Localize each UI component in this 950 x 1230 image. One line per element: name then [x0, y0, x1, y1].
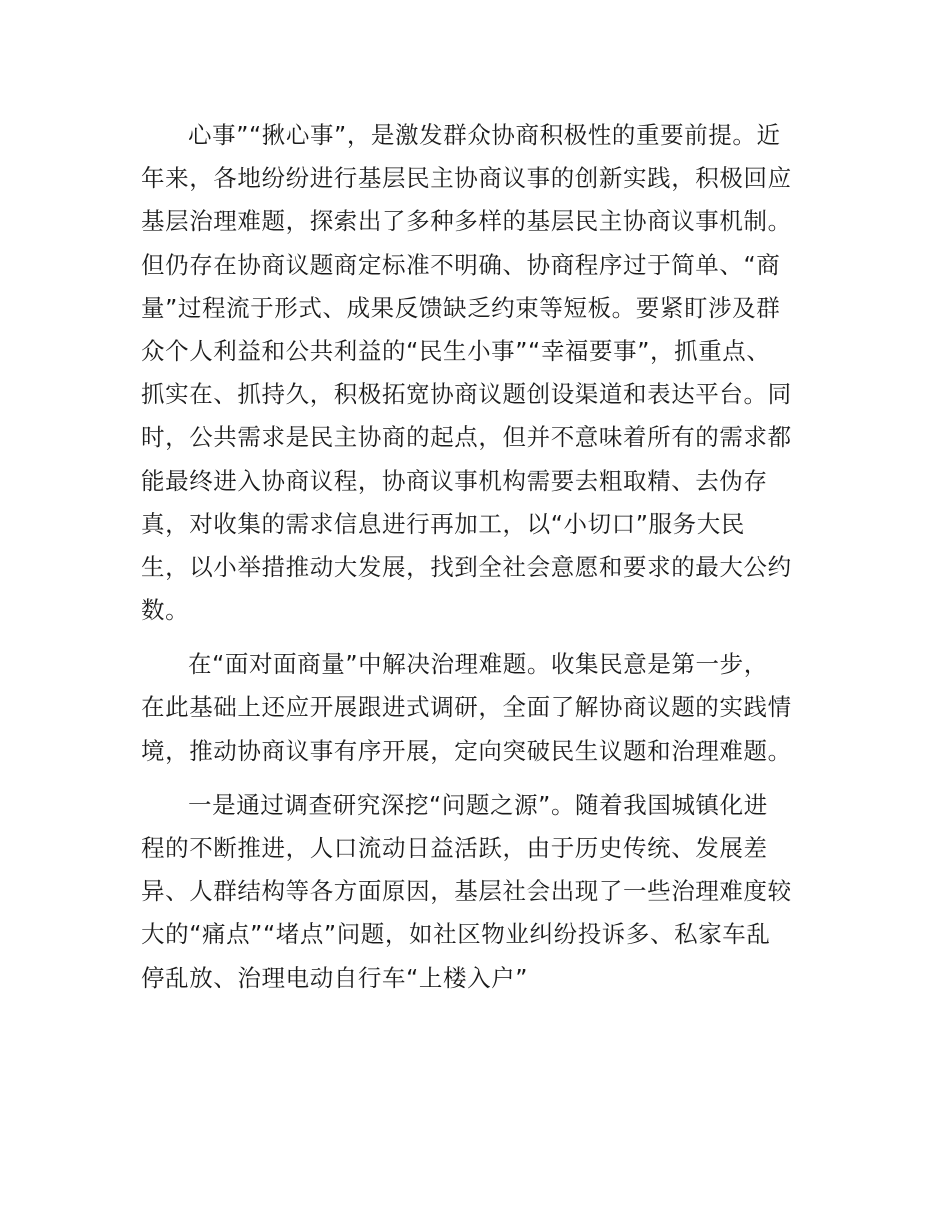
document-body: [141, 114, 811, 1000]
paragraph-3: [141, 784, 811, 1000]
text-line: 异、人群结构等各方面原因，基层社会出现了一些治理难度较: [141, 877, 792, 906]
paragraph-spacer: [141, 632, 811, 643]
text-line: 生，以小举措推动大发展，找到全社会意愿和要求的最大公约: [141, 552, 792, 581]
text-line: 心事”“揪心事”，是激发群众协商积极性的重要前提。近: [188, 121, 781, 149]
text-line: 程的不断推进，人口流动日益活跃，由于历史传统、发展差: [141, 834, 768, 862]
text-line: 众个人利益和公共利益的“民生小事”“幸福要事”，抓重点、: [141, 336, 771, 365]
text-line: 在此基础上还应开展跟进式调研，全面了解协商议题的实践情: [141, 693, 792, 722]
text-line: 抓实在、抓持久，积极拓宽协商议题创设渠道和表达平台。同: [141, 380, 792, 409]
paragraph-spacer: [141, 773, 811, 784]
text-line: 量”过程流于形式、成果反馈缺乏约束等短板。要紧盯涉及群: [141, 293, 781, 322]
text-line: 在“面对面商量”中解决治理难题。收集民意是第一步，: [188, 650, 768, 679]
text-line: 真，对收集的需求信息进行再加工，以“小切口”服务大民: [141, 509, 745, 538]
text-line: 一是通过调查研究深挖“问题之源”。随着我国城镇化进: [188, 790, 768, 819]
paragraph-1: [141, 114, 811, 632]
text-line: 境，推动协商议事有序开展，定向突破民生议题和治理难题。: [141, 736, 792, 765]
text-line: 基层治理难题，探索出了多种多样的基层民主协商议事机制。: [141, 207, 792, 236]
text-line: 时，公共需求是民主协商的起点，但并不意味着所有的需求都: [141, 423, 792, 452]
text-line: 能最终进入协商议程，协商议事机构需要去粗取精、去伪存: [141, 466, 768, 495]
text-line: 大的“痛点”“堵点”问题，如社区物业纠纷投诉多、私家车乱: [141, 920, 771, 949]
text-line: 但仍存在协商议题商定标准不明确、协商程序过于简单、“商: [141, 250, 781, 279]
text-line: 年来，各地纷纷进行基层民主协商议事的创新实践，积极回应: [141, 164, 792, 193]
text-line: 数。: [141, 596, 190, 625]
paragraph-2: [141, 643, 811, 773]
text-line: 停乱放、治理电动自行车“上楼入户”: [141, 963, 529, 992]
